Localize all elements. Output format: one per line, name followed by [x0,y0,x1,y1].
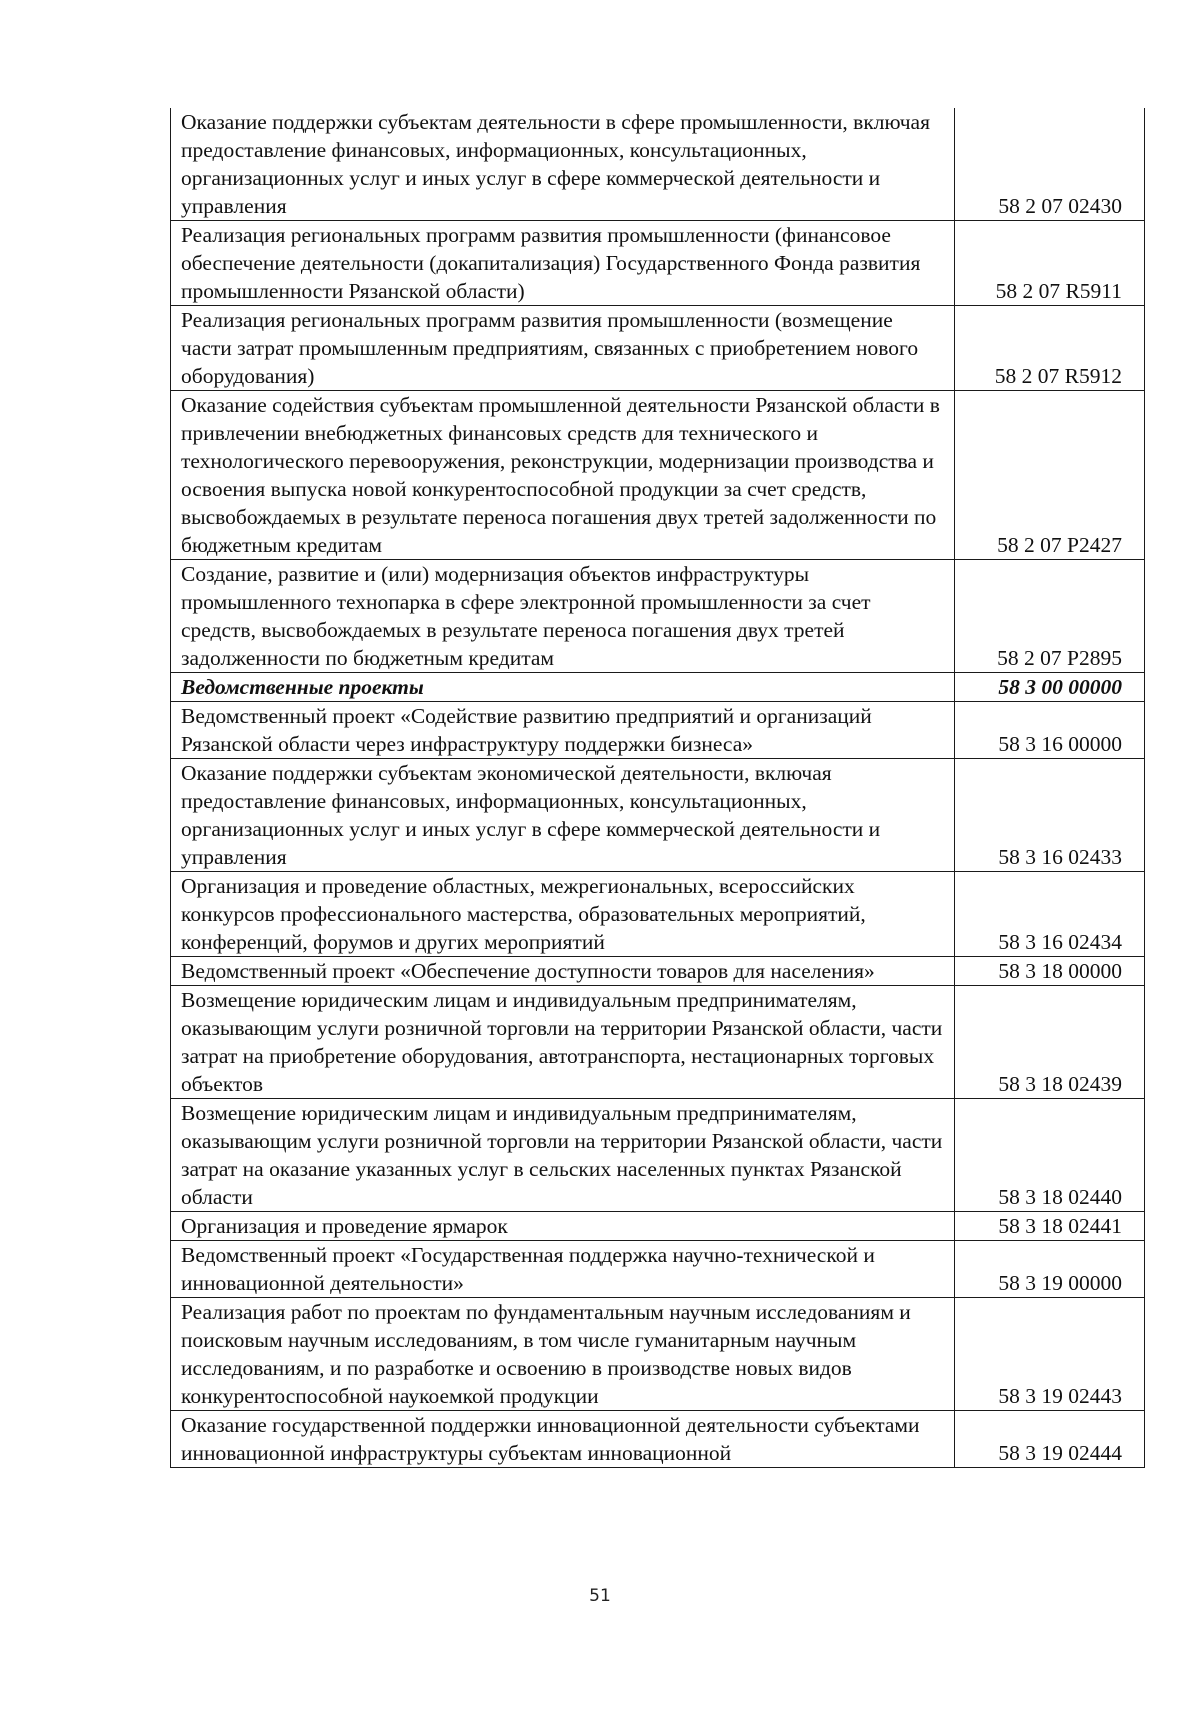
row-name: Реализация работ по проектам по фундаментальным научным исследованиям и поисковым научным исследованиям, в том числе гуманитарным научным исследованиям, и по разработке и освоению в производстве новых видов конкурентоспособной наукоемкой продукции [171,1298,955,1411]
row-name: Оказание поддержки субъектам экономической деятельности, включая предоставление финансовых, информационных, консультационных, организационных услуг и иных услуг в сфере коммерческой деятельности и управления [171,759,955,872]
row-code: 58 3 16 02434 [955,872,1145,957]
row-code: 58 2 07 02430 [955,108,1145,221]
row-name: Создание, развитие и (или) модернизация объектов инфраструктуры промышленного технопарка в сфере электронной промышленности за счет средств, высвобождаемых в результате переноса погашения двух третей задолженности по бюджетным кредитам [171,560,955,673]
row-code: 58 3 18 00000 [955,957,1145,986]
table-row [171,986,1145,1099]
row-code: 58 3 16 02433 [955,759,1145,872]
row-code: 58 2 07 P2895 [955,560,1145,673]
table-row [171,1411,1145,1468]
section-title: Ведомственные проекты [171,673,955,702]
section-header-row [171,673,1145,702]
table-row [171,957,1145,986]
table-row [171,306,1145,391]
table-row [171,391,1145,560]
table-row [171,759,1145,872]
row-code: 58 2 07 P2427 [955,391,1145,560]
row-code: 58 3 18 02441 [955,1212,1145,1241]
row-name: Оказание государственной поддержки инновационной деятельности субъектами инновационной инфраструктуры субъектам инновационной [171,1411,955,1468]
row-code: 58 2 07 R5911 [955,221,1145,306]
row-name: Организация и проведение ярмарок [171,1212,955,1241]
row-code: 58 3 18 02439 [955,986,1145,1099]
table-row [171,1099,1145,1212]
table-row [171,1241,1145,1298]
row-code: 58 3 19 00000 [955,1241,1145,1298]
row-code: 58 3 19 02444 [955,1411,1145,1468]
table-row [171,221,1145,306]
row-name: Реализация региональных программ развития промышленности (возмещение части затрат промышленным предприятиям, связанных с приобретением нового оборудования) [171,306,955,391]
row-name: Ведомственный проект «Государственная поддержка научно-технической и инновационной деятельности» [171,1241,955,1298]
table-row [171,702,1145,759]
table-row [171,560,1145,673]
table-row [171,1298,1145,1411]
row-code: 58 3 19 02443 [955,1298,1145,1411]
budget-classification-table [170,108,1145,1468]
table-row [171,1212,1145,1241]
row-code: 58 3 16 00000 [955,702,1145,759]
section-code: 58 3 00 00000 [955,673,1145,702]
row-name: Реализация региональных программ развития промышленности (финансовое обеспечение деятельности (докапитализация) Государственного Фонда развития промышленности Рязанской области) [171,221,955,306]
row-name: Возмещение юридическим лицам и индивидуальным предпринимателям, оказывающим услуги розничной торговли на территории Рязанской области, части затрат на приобретение оборудования, автотранспорта, нестационарных торговых объектов [171,986,955,1099]
row-name: Ведомственный проект «Обеспечение доступности товаров для населения» [171,957,955,986]
row-name: Ведомственный проект «Содействие развитию предприятий и организаций Рязанской области через инфраструктуру поддержки бизнеса» [171,702,955,759]
row-name: Организация и проведение областных, межрегиональных, всероссийских конкурсов профессионального мастерства, образовательных мероприятий, конференций, форумов и других мероприятий [171,872,955,957]
table-row [171,108,1145,221]
row-name: Оказание содействия субъектам промышленной деятельности Рязанской области в привлечении внебюджетных финансовых средств для технического и технологического перевооружения, реконструкции, модернизации производства и освоения выпуска новой конкурентоспособной продукции за счет средств, высвобождаемых в результате переноса погашения двух третей задолженности по бюджетным кредитам [171,391,955,560]
table-row [171,872,1145,957]
row-name: Возмещение юридическим лицам и индивидуальным предпринимателям, оказывающим услуги розничной торговли на территории Рязанской области, части затрат на оказание указанных услуг в сельских населенных пунктах Рязанской области [171,1099,955,1212]
row-name: Оказание поддержки субъектам деятельности в сфере промышленности, включая предоставление финансовых, информационных, консультационных, организационных услуг и иных услуг в сфере коммерческой деятельности и управления [171,108,955,221]
row-code: 58 2 07 R5912 [955,306,1145,391]
row-code: 58 3 18 02440 [955,1099,1145,1212]
page-number: 51 [589,1586,611,1606]
